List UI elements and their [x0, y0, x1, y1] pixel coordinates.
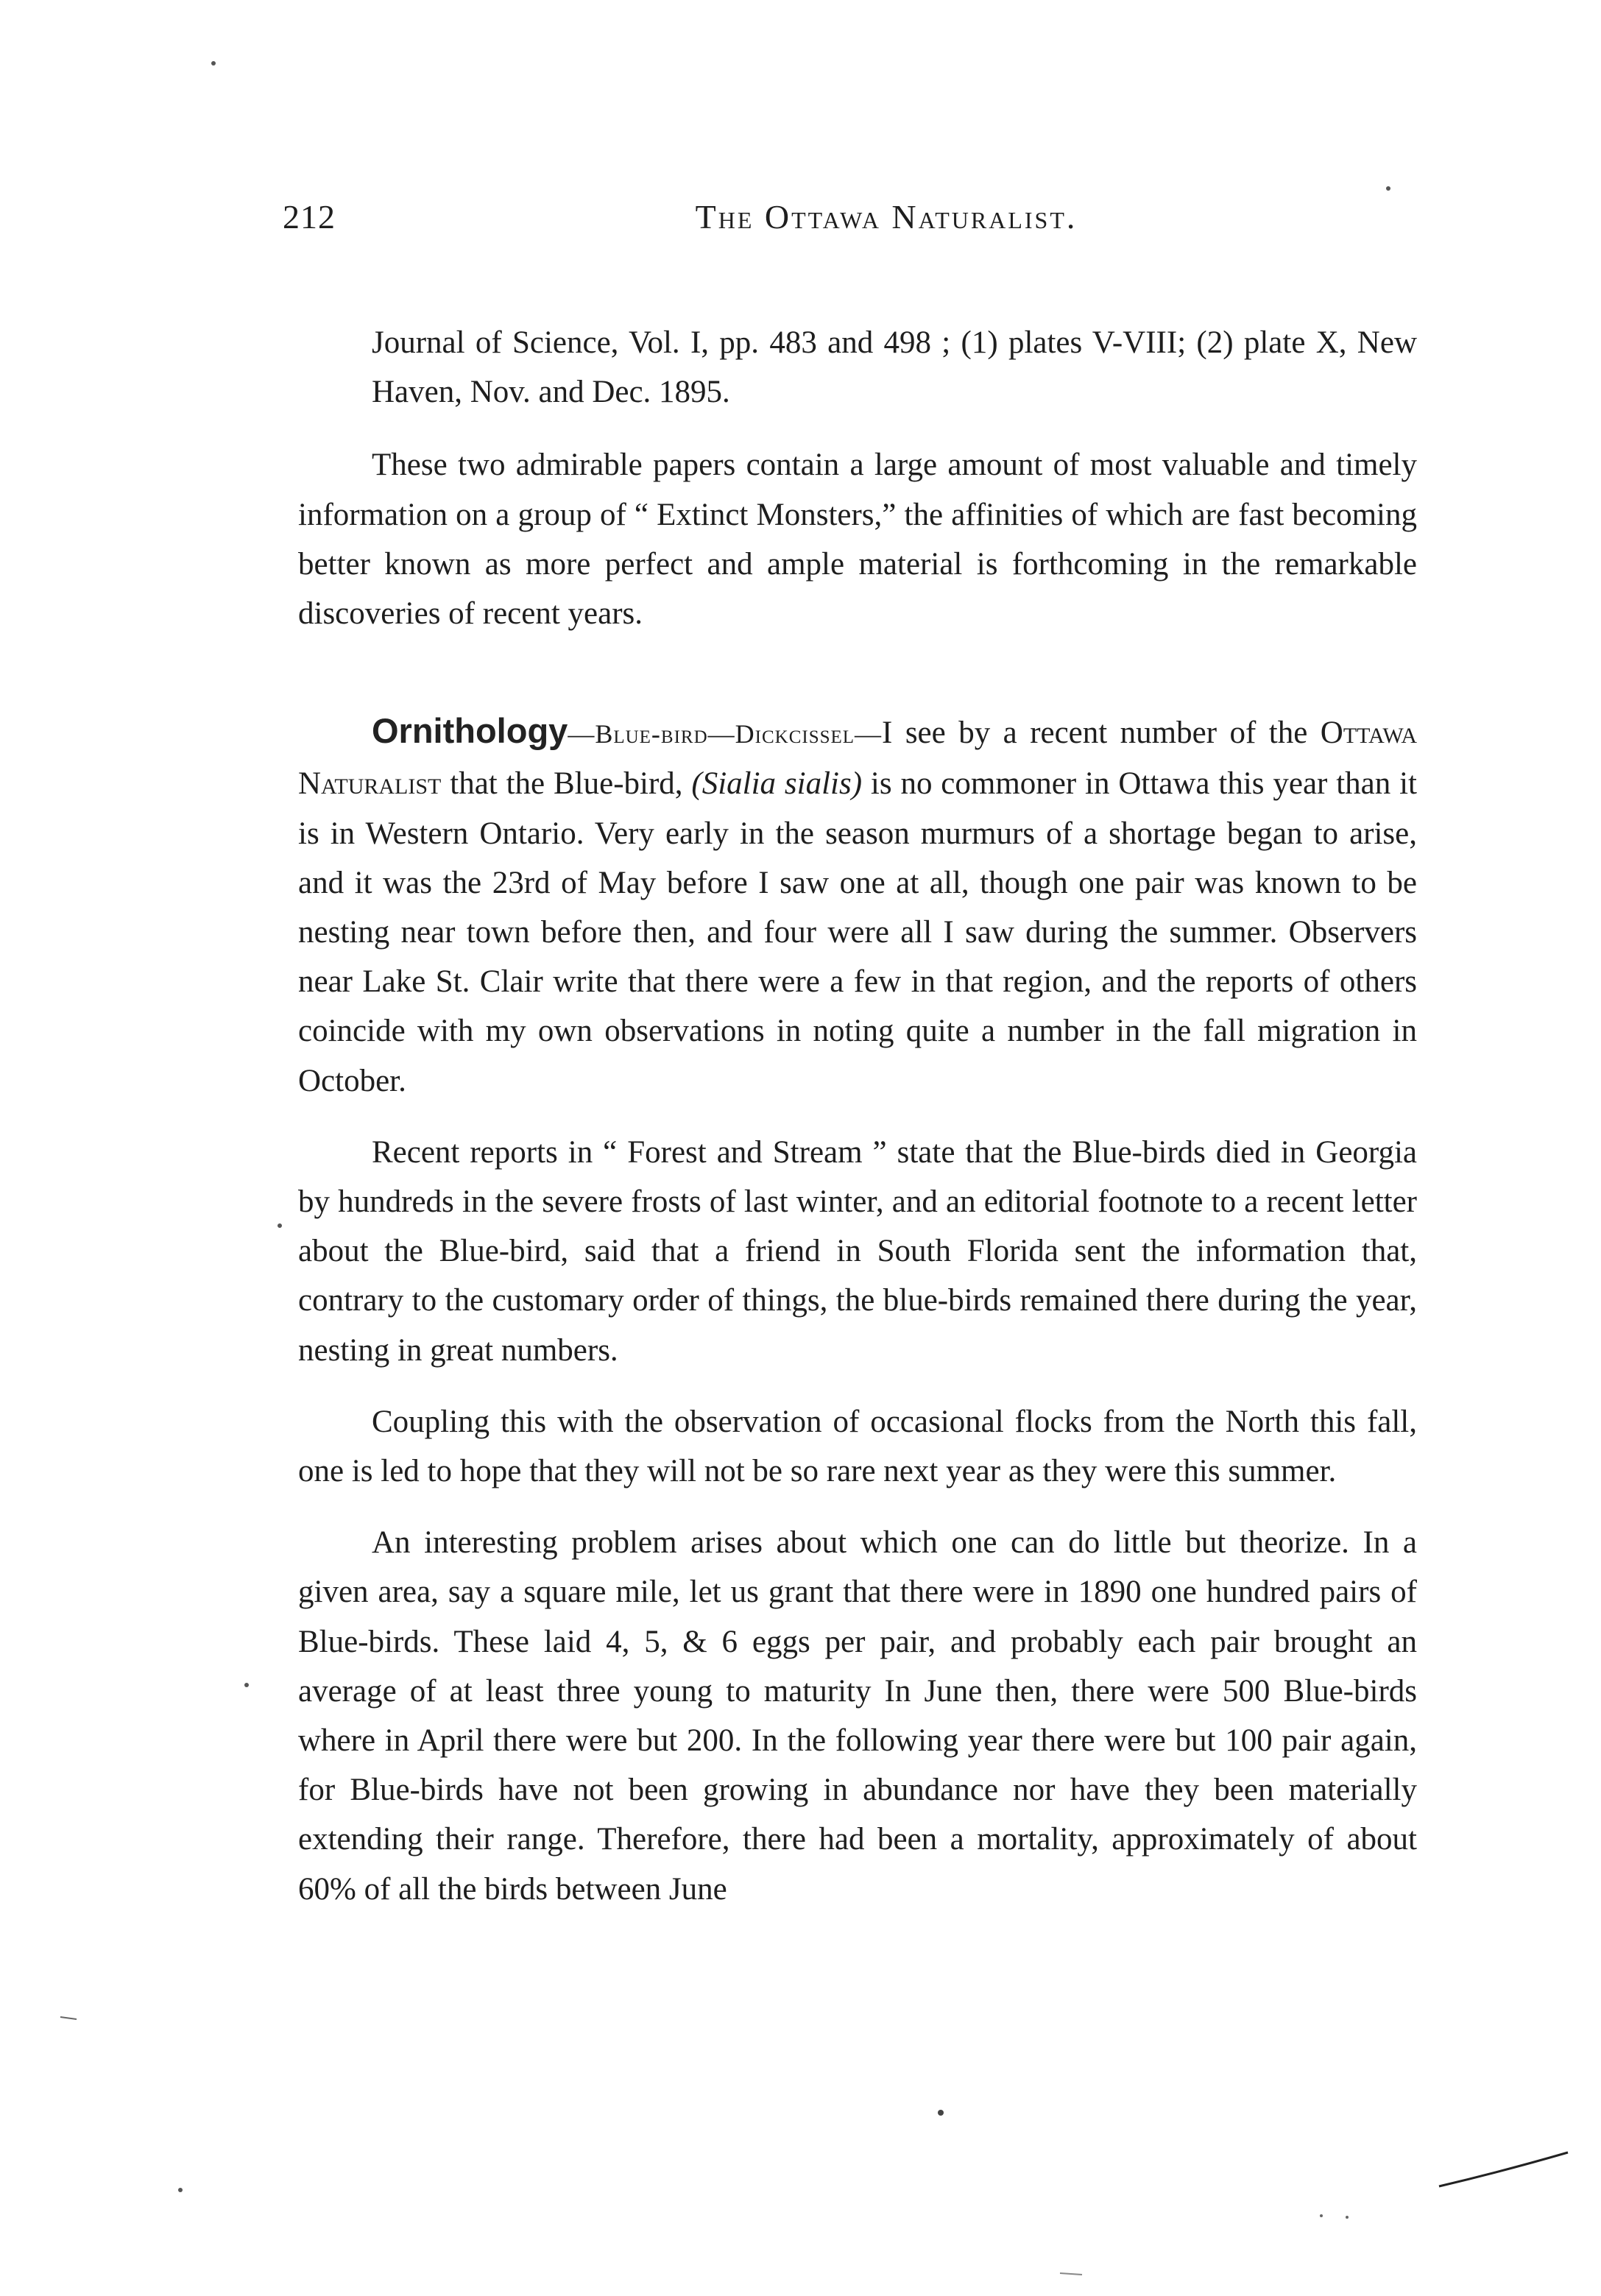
section-heading: Ornithology — [372, 711, 568, 751]
scan-speck — [1346, 2216, 1349, 2219]
paragraph-text: I see by a recent number of the — [882, 716, 1321, 751]
page-header — [283, 197, 1416, 249]
reference-continuation: Journal of Science, Vol. I, pp. 483 and 498 ; (1) plates V-VIII; (2) plate X, New Haven, Nov. and Dec. 1895. — [372, 325, 1417, 410]
scan-mark — [60, 2017, 77, 2019]
ornithology-paragraph-1 — [298, 706, 1417, 1106]
scan-speck — [178, 2188, 183, 2192]
scan-mark — [1439, 2152, 1568, 2186]
ornithology-paragraph-3: Coupling this with the observation of occasional flocks from the North this fall, one is led to hope that they will not be so rare next year as they were this summer. — [298, 1404, 1417, 1489]
ornithology-paragraph-2: Recent reports in “ Forest and Stream ” state that the Blue-birds died in Georgia by hundreds in the severe frosts of last winter, and an editorial footnote to a recent letter about the Blue-bird, said that a friend in South Florida sent the information that, contrary to the customary order of things, the blue-birds remained there during the year, nesting in great numbers. — [298, 1134, 1417, 1368]
paragraph-text: is no commoner in Ottawa this year than it is in Western Ontario. Very early in the season murmurs of a shortage began to arise, and it was the 23rd of May before I saw one at all, though one pair was known to be nesting near town before then, and four were all I saw during the summer. Observers near Lake St. Clair write that there were a few in that region, and the reports of others coincide with my own observations in noting quite a number in the fall migration in October. — [298, 766, 1417, 1098]
running-head: The Ottawa Naturalist. — [695, 198, 1078, 236]
scan-speck — [278, 1223, 282, 1228]
section-subheading: —Blue-bird—Dickcissel— — [568, 719, 883, 749]
paragraph-text: that the Blue-bird, — [441, 766, 692, 802]
scan-speck — [1320, 2214, 1323, 2217]
journal-name: Ottawa Naturalist — [298, 716, 1417, 802]
review-paragraph: These two admirable papers contain a large amount of most valuable and timely information on a group of “ Extinct Monsters,” the affinities of which are fast becoming better known as more perfect and ample material is forthcoming in the remarkable discoveries of recent years. — [298, 448, 1417, 632]
scan-speck — [938, 2110, 944, 2116]
body-text — [298, 318, 1417, 1914]
species-name: (Sialia sialis) — [691, 766, 863, 802]
scan-mark — [1060, 2273, 1082, 2275]
scan-speck — [244, 1683, 249, 1687]
page-number: 212 — [283, 198, 336, 236]
scan-speck — [211, 61, 216, 66]
scan-speck — [1386, 186, 1390, 191]
ornithology-paragraph-4: An interesting problem arises about which one can do little but theorize. In a given area, say a square mile, let us grant that there were in 1890 one hundred pairs of Blue-birds. These laid 4, 5, & 6 eggs per pair, and probably each pair brought an average of at least three young to maturity In June then, there were 500 Blue-birds where in April there were but 200. In the following year there were but 100 pair again, for Blue-birds have not been growing in abundance nor have they been materially extending their range. Therefore, there had been a mortality, approximately of about 60% of all the birds between June — [298, 1525, 1417, 1907]
